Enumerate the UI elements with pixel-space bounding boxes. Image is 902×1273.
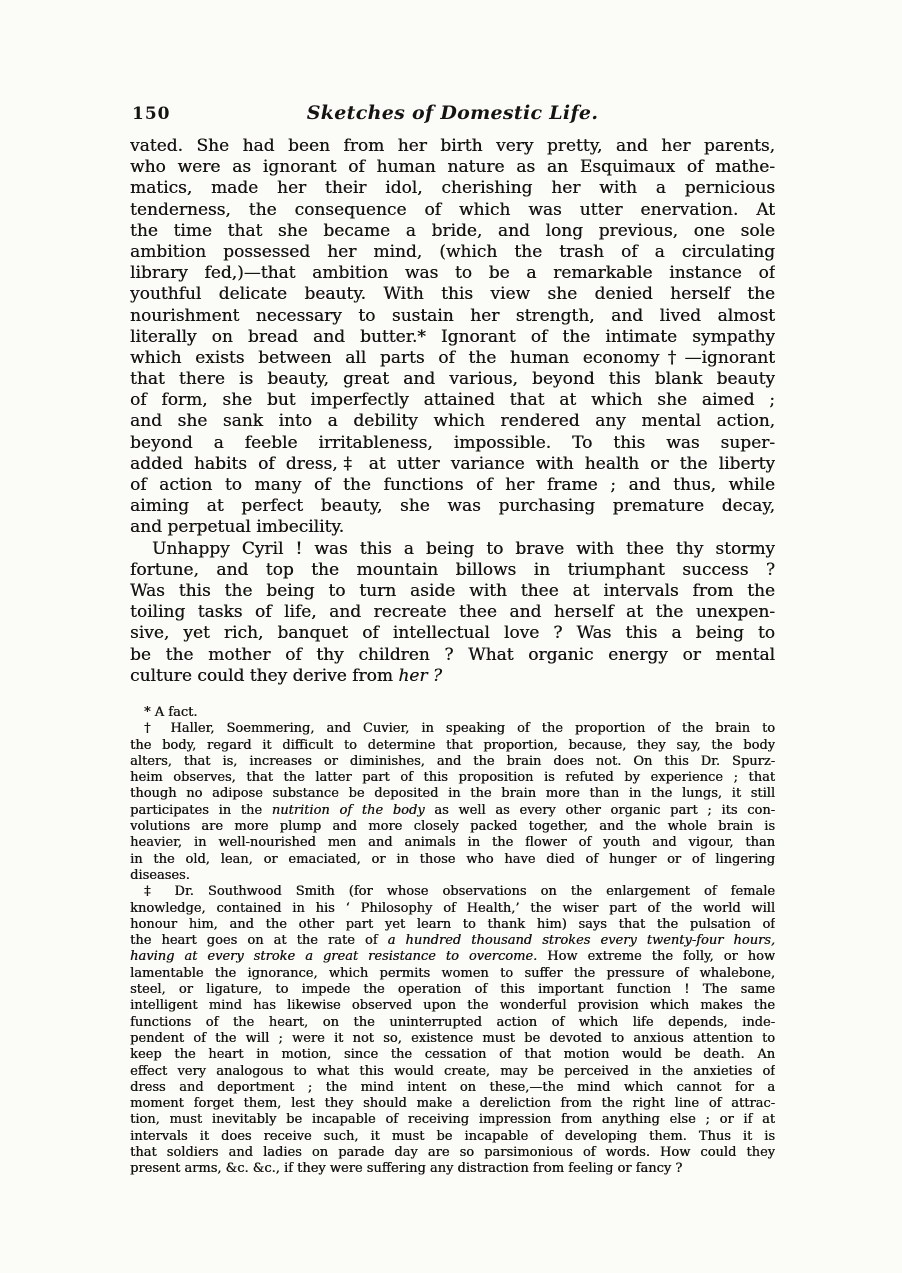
body-line: aiming at perfect beauty, she was purchasing premature decay, bbox=[130, 496, 775, 517]
body-line: ambition possessed her mind, (which the trash of a circulating bbox=[130, 241, 775, 262]
body-line: tenderness, the consequence of which was utter enervation. At bbox=[130, 199, 775, 220]
body-line: of action to many of the functions of her frame ; and thus, while bbox=[130, 475, 775, 495]
footnote-line: heim observes, that the latter part of this proposition is refuted by experience ; that bbox=[130, 770, 775, 786]
footnote-line: present arms, &c. &c., if they were suffering any distraction from feeling or fancy ? bbox=[130, 1161, 683, 1177]
text-segment-italic: nutrition of the body bbox=[271, 802, 425, 818]
footnote-line: intervals it does receive such, it must be incapable of developing them. Thus it is bbox=[130, 1128, 775, 1144]
body-line: be the mother of thy children ? What organic energy or mental bbox=[130, 644, 775, 665]
body-line: fortune, and top the mountain billows in triumphant success ? bbox=[130, 559, 775, 580]
footnote-line: dress and deportment ; the mind intent on these,—the mind which cannot for a bbox=[130, 1079, 775, 1095]
page-header bbox=[130, 102, 775, 126]
body-line: and perpetual imbecility. bbox=[130, 517, 345, 538]
text-segment-italic: having at every stroke a great resistance to overcome. bbox=[130, 949, 538, 965]
text-segment: as well as every other organic part ; its con- bbox=[424, 802, 775, 818]
body-line: literally on bread and butter.* Ignorant of the intimate sympathy bbox=[130, 326, 775, 347]
body-line: Was this the being to turn aside with thee at intervals from the bbox=[130, 580, 775, 601]
body-line: library fed,)—that ambition was to be a remarkable instance of bbox=[130, 263, 775, 284]
footnote-line: lamentable the ignorance, which permits women to suffer the pressure of whalebone, bbox=[130, 965, 775, 981]
body-line bbox=[130, 666, 775, 687]
footnote-line bbox=[130, 803, 775, 819]
text-segment-italic: her ? bbox=[398, 665, 442, 686]
footnote-line: volutions are more plump and more closely packed together, and the whole brain is bbox=[130, 819, 775, 835]
running-title: Sketches of Domestic Life. bbox=[306, 102, 599, 124]
footnote-line: diseases. bbox=[130, 867, 190, 883]
text-segment: the heart goes on at the rate of bbox=[130, 933, 388, 949]
body-line: the time that she became a bride, and long previous, one sole bbox=[130, 220, 775, 241]
text-segment: participates in the bbox=[130, 802, 272, 818]
body-line: added habits of dress,‡ at utter variance with health or the liberty bbox=[130, 453, 775, 474]
body-line: who were as ignorant of human nature as an Esquimaux of mathe- bbox=[130, 157, 775, 178]
footnote-line: that soldiers and ladies on parade day are so parsimonious of words. How could they bbox=[130, 1145, 775, 1161]
footnote-line: intelligent mind has likewise observed upon the wonderful provision which makes the bbox=[130, 998, 775, 1014]
body-line: sive, yet rich, banquet of intellectual love ? Was this a being to bbox=[130, 623, 775, 644]
footnote-line: † Haller, Soemmering, and Cuvier, in speaking of the proportion of the brain to bbox=[144, 721, 775, 737]
footnote-line: functions of the heart, on the uninterrupted action of which life depends, inde- bbox=[130, 1014, 775, 1030]
text-segment: How extreme the folly, or how bbox=[537, 949, 775, 965]
footnote-line: tion, must inevitably be incapable of receiving impression from anything else ; or if at bbox=[130, 1112, 775, 1128]
page-number: 150 bbox=[132, 104, 171, 124]
body-line: vated. She had been from her birth very pretty, and her parents, bbox=[130, 136, 775, 156]
footnote-line bbox=[130, 949, 775, 965]
footnote-line: knowledge, contained in his ‘ Philosophy of Health,’ the wiser part of the world will bbox=[130, 900, 775, 916]
body-line: that there is beauty, great and various, beyond this blank beauty bbox=[130, 369, 775, 390]
footnote-line: ‡ Dr. Southwood Smith (for whose observations on the enlargement of female bbox=[144, 884, 775, 900]
footnote-line: keep the heart in motion, since the cessation of that motion would be death. An bbox=[130, 1047, 775, 1063]
body-text bbox=[130, 136, 775, 687]
body-line: toiling tasks of life, and recreate thee and herself at the unexpen- bbox=[130, 602, 775, 623]
body-line: youthful delicate beauty. With this view she denied herself the bbox=[130, 284, 775, 305]
footnote-line: honour him, and the other part yet learn to thank him) says that the pulsation of bbox=[130, 916, 775, 932]
body-line: beyond a feeble irritableness, impossible. To this was super- bbox=[130, 432, 775, 453]
body-line: matics, made her their idol, cherishing her with a pernicious bbox=[130, 178, 775, 199]
footnote-line bbox=[130, 933, 775, 949]
footnote-line: pendent of the will ; were it not so, existence must be devoted to anxious attention to bbox=[130, 1030, 775, 1046]
body-line: which exists between all parts of the human economy†—ignorant bbox=[130, 347, 775, 368]
text-segment: culture could they derive from bbox=[130, 665, 399, 686]
body-line: Unhappy Cyril ! was this a being to brave with thee thy stormy bbox=[152, 538, 775, 559]
footnote-line: steel, or ligature, to impede the operation of this important function ! The same bbox=[130, 982, 775, 998]
footnotes bbox=[130, 705, 775, 1178]
footnote-line: * A fact. bbox=[144, 705, 198, 720]
body-line: and she sank into a debility which rendered any mental action, bbox=[130, 411, 775, 432]
footnote-line: alters, that is, increases or diminishes, and the brain does not. On this Dr. Spurz- bbox=[130, 753, 775, 769]
footnote-line: though no adipose substance be deposited in the brain more than in the lungs, it still bbox=[130, 786, 775, 802]
text-segment-italic: a hundred thousand strokes every twenty-four hours, bbox=[387, 933, 775, 949]
footnote-line: moment forget them, lest they should make a dereliction from the right line of attrac- bbox=[130, 1096, 775, 1112]
body-line: of form, she but imperfectly attained that at which she aimed ; bbox=[130, 390, 775, 411]
footnote-line: heavier, in well-nourished men and animals in the flower of youth and vigour, than bbox=[130, 835, 775, 851]
body-line: nourishment necessary to sustain her strength, and lived almost bbox=[130, 305, 775, 326]
footnote-line: effect very analogous to what this would create, may be perceived in the anxieties of bbox=[130, 1063, 775, 1079]
footnote-line: in the old, lean, or emaciated, or in those who have died of hunger or of lingering bbox=[130, 851, 775, 867]
footnote-line: the body, regard it difficult to determine that proportion, because, they say, the body bbox=[130, 737, 775, 753]
